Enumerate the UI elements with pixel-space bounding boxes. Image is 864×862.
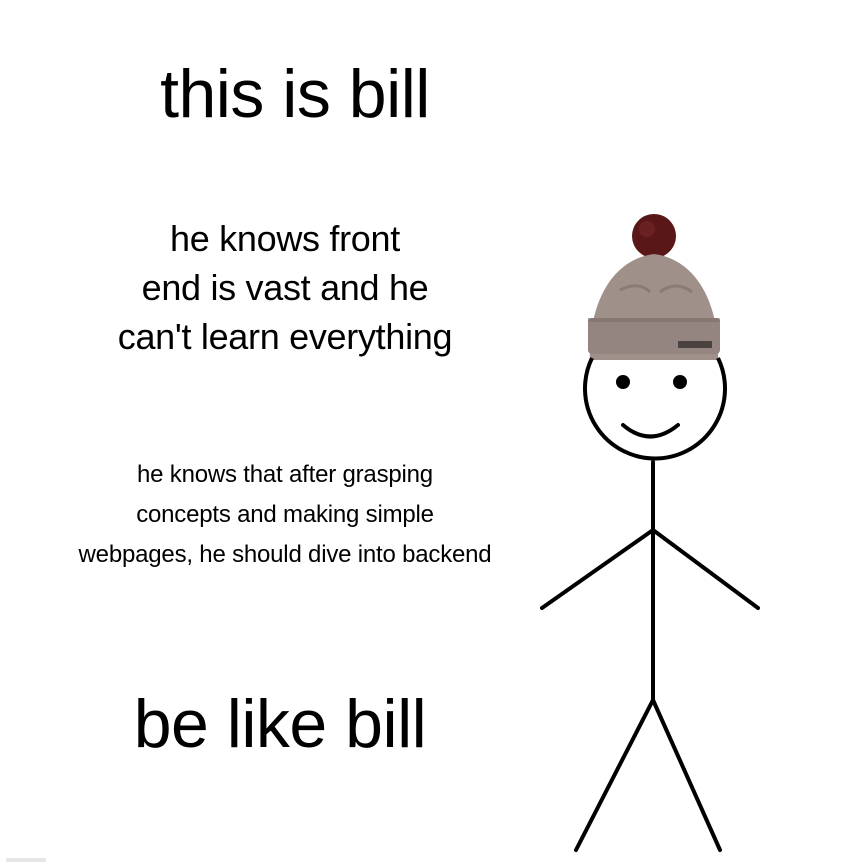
caption-line: concepts and making simple bbox=[136, 501, 434, 528]
second-caption bbox=[0, 455, 570, 575]
first-caption bbox=[40, 214, 530, 361]
corner-mark bbox=[6, 858, 46, 862]
right-eye-icon bbox=[673, 375, 687, 389]
caption-line: end is vast and he bbox=[141, 267, 429, 308]
caption-line: he knows front bbox=[170, 218, 400, 259]
beanie-tag-icon bbox=[678, 341, 712, 348]
stick-figure-icon bbox=[520, 200, 800, 862]
smile-icon bbox=[623, 425, 678, 437]
meme-title: this is bill bbox=[160, 56, 430, 132]
caption-line: he knows that after grasping bbox=[137, 461, 433, 488]
left-eye-icon bbox=[616, 375, 630, 389]
caption-line: webpages, he should dive into backend bbox=[78, 541, 492, 568]
closing-line: be like bill bbox=[133, 686, 427, 762]
caption-line: can't learn everything bbox=[117, 316, 453, 357]
pompom-icon bbox=[632, 214, 676, 258]
